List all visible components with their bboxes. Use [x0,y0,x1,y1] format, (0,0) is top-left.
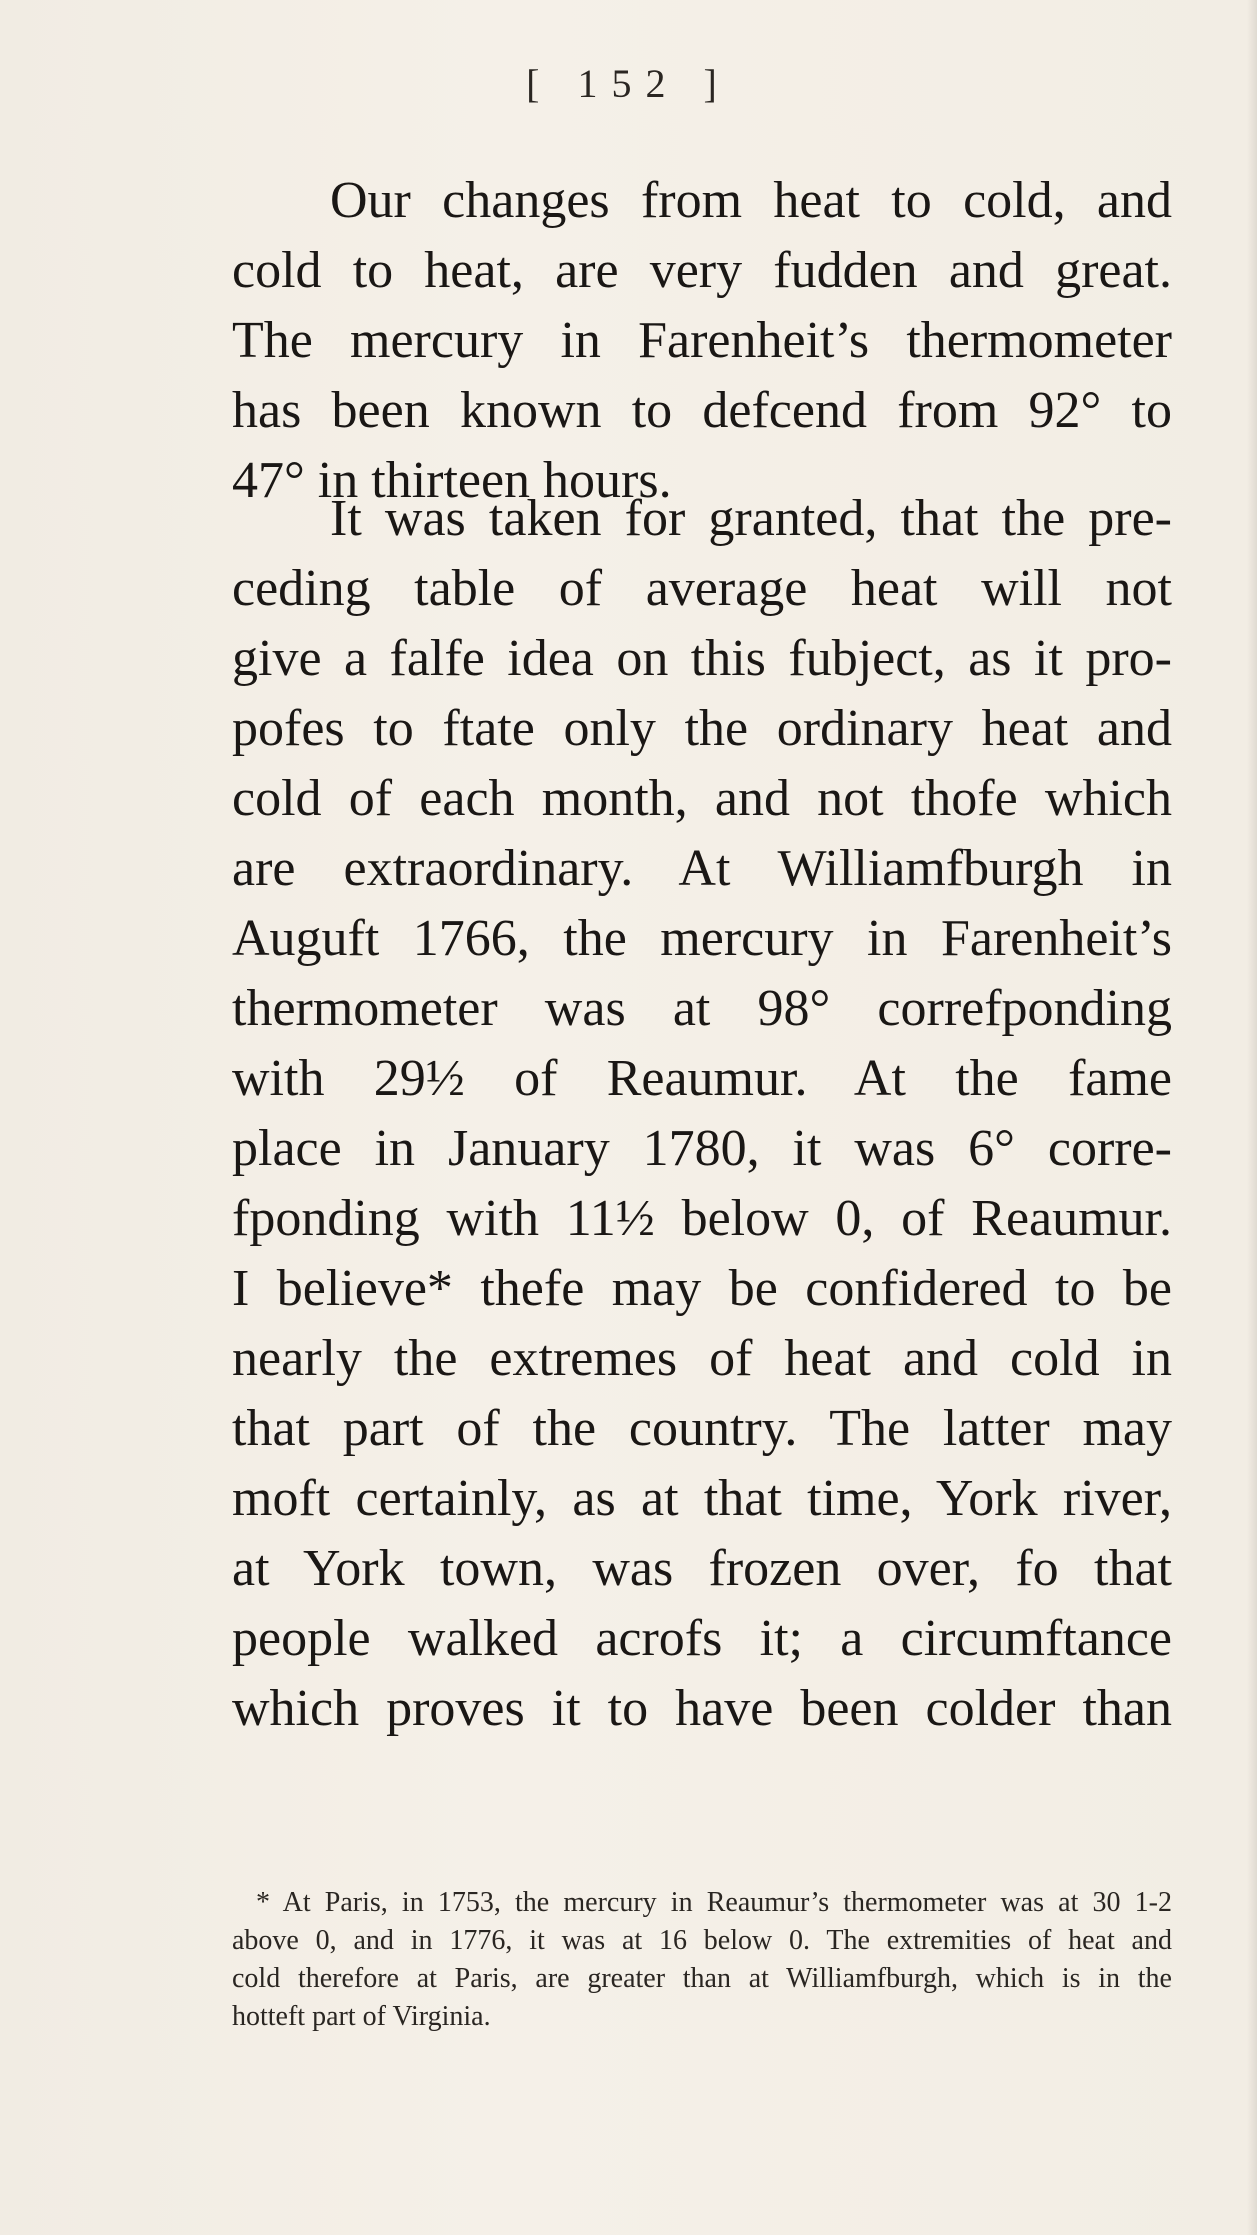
text-line: The mercury in Farenheit’s thermometer [232,312,1172,369]
text-line: pofes to ftate only the ordinary heat and [232,700,1172,757]
text-line: It was taken for granted, that the pre- [330,490,1172,547]
text-line: I believe* thefe may be confidered to be [232,1260,1172,1317]
text-line: at York town, was frozen over, fo that [232,1540,1172,1597]
text-line: cold of each month, and not thofe which [232,770,1172,827]
footnote-line: cold therefore at Paris, are greater than at Williamfburgh, which is in the [232,1963,1172,1994]
text-line: 47° in thirteen hours. [232,452,672,509]
text-line: Our changes from heat to cold, and [330,172,1172,229]
paragraph-2 [232,484,1172,1744]
paragraph-1 [232,166,1172,516]
text-line: people walked acrofs it; a circumftance [232,1610,1172,1667]
text-line: thermometer was at 98° correfponding [232,980,1172,1037]
text-line: which proves it to have been colder than [232,1680,1172,1737]
text-line: are extraordinary. At Williamfburgh in [232,840,1172,897]
text-line: ceding table of average heat will not [232,560,1172,617]
text-line: fponding with 11½ below 0, of Reaumur. [232,1190,1172,1247]
text-line: moft certainly, as at that time, York river, [232,1470,1172,1527]
footnote-line: hotteft part of Virginia. [232,2001,491,2032]
text-line: that part of the country. The latter may [232,1400,1172,1457]
text-line: cold to heat, are very fudden and great. [232,242,1172,299]
footnote-line: above 0, and in 1776, it was at 16 below 0. The extremities of heat and [232,1925,1172,1956]
footnote-line: * At Paris, in 1753, the mercury in Reaumur’s thermometer was at 30 1-2 [256,1887,1172,1918]
page-edge-shadow [1247,0,1257,2235]
text-line: give a falfe idea on this fubject, as it pro- [232,630,1172,687]
text-line: with 29½ of Reaumur. At the fame [232,1050,1172,1107]
text-line: place in January 1780, it was 6° corre- [232,1120,1172,1177]
text-line: Auguft 1766, the mercury in Farenheit’s [232,910,1172,967]
text-line: nearly the extremes of heat and cold in [232,1330,1172,1387]
text-line: has been known to defcend from 92° to [232,382,1172,439]
page-number-header: [ 152 ] [526,61,731,106]
footnote [232,1884,1172,2036]
